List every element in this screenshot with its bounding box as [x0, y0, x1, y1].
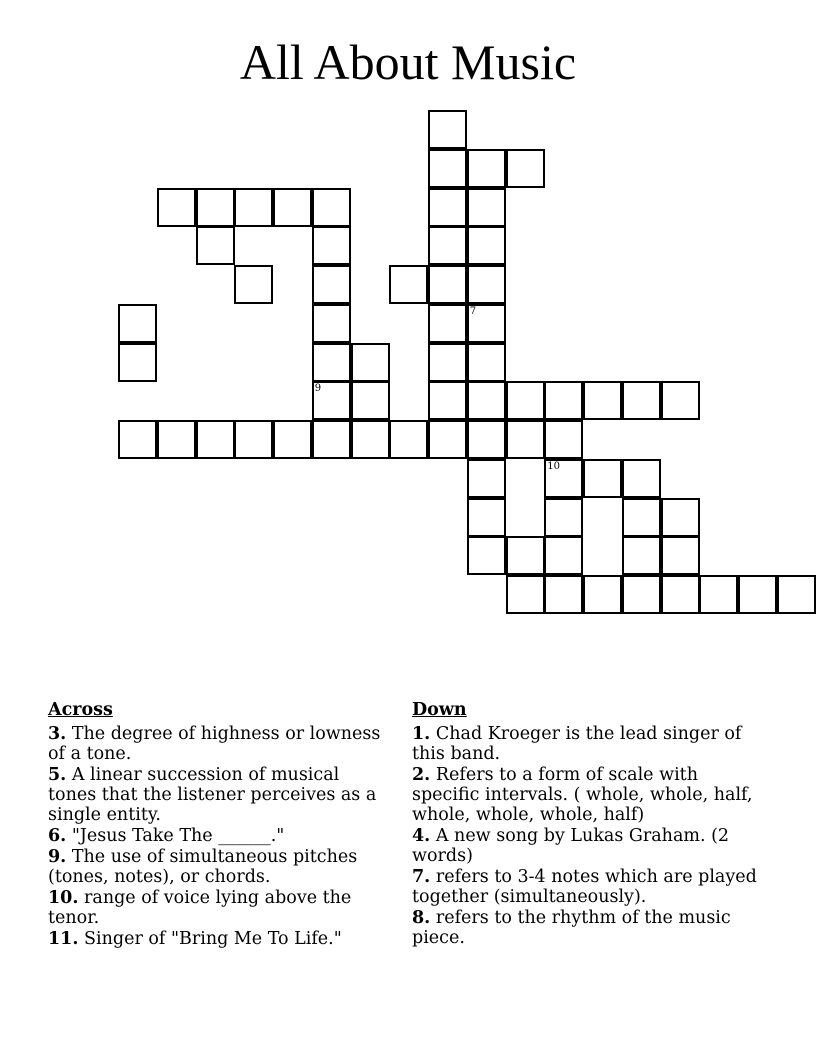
- grid-cell[interactable]: [428, 265, 467, 304]
- grid-cell[interactable]: [506, 381, 545, 420]
- grid-cell[interactable]: [273, 420, 312, 459]
- grid-cell[interactable]: [622, 459, 661, 498]
- across-clue-list: [48, 724, 388, 949]
- cell-number: 7: [469, 305, 477, 317]
- grid-cell[interactable]: [428, 304, 467, 343]
- grid-cell[interactable]: [544, 459, 583, 498]
- grid-cell[interactable]: [428, 188, 467, 227]
- clue-down-8: [412, 908, 762, 948]
- grid-cell[interactable]: [661, 575, 700, 614]
- grid-cell[interactable]: [312, 381, 351, 420]
- clue-number: 3.: [48, 724, 67, 744]
- grid-cell[interactable]: [157, 420, 196, 459]
- grid-cell[interactable]: [157, 188, 196, 227]
- grid-cell[interactable]: [118, 420, 157, 459]
- grid-cell[interactable]: [661, 381, 700, 420]
- clue-number: 8.: [412, 908, 431, 928]
- clue-number: 11.: [48, 929, 79, 949]
- clue-text: refers to 3-4 notes which are played together (simultaneously).: [412, 867, 757, 907]
- grid-cell[interactable]: [583, 459, 622, 498]
- grid-cell[interactable]: [467, 420, 506, 459]
- clue-text: range of voice lying above the tenor.: [48, 888, 352, 928]
- grid-cell[interactable]: [467, 226, 506, 265]
- grid-cell[interactable]: [467, 381, 506, 420]
- grid-cell[interactable]: [234, 188, 273, 227]
- grid-cell[interactable]: [467, 536, 506, 575]
- grid-cell[interactable]: [544, 498, 583, 537]
- grid-cell[interactable]: [428, 226, 467, 265]
- clue-down-1: [412, 724, 762, 764]
- grid-cell[interactable]: [467, 265, 506, 304]
- clue-text: The use of simultaneous pitches (tones, notes), or chords.: [48, 847, 358, 887]
- grid-cell[interactable]: [428, 420, 467, 459]
- grid-cell[interactable]: [777, 575, 816, 614]
- grid-cell[interactable]: [428, 343, 467, 382]
- clue-across-5: [48, 765, 388, 825]
- across-clues: [48, 700, 388, 950]
- down-clue-list: [412, 724, 762, 948]
- clue-number: 10.: [48, 888, 79, 908]
- grid-cell[interactable]: [196, 188, 235, 227]
- clue-down-7: [412, 867, 762, 907]
- clue-text: Singer of "Bring Me To Life.": [84, 929, 342, 949]
- clue-text: Chad Kroeger is the lead singer of this band.: [412, 724, 742, 764]
- clue-number: 1.: [412, 724, 431, 744]
- clue-across-11: [48, 929, 388, 949]
- grid-cell[interactable]: [273, 188, 312, 227]
- grid-cell[interactable]: [544, 536, 583, 575]
- grid-cell[interactable]: [196, 420, 235, 459]
- grid-cell[interactable]: [661, 498, 700, 537]
- clue-number: 9.: [48, 847, 67, 867]
- grid-cell[interactable]: [506, 536, 545, 575]
- across-heading: Across: [48, 700, 113, 720]
- grid-cell[interactable]: [428, 110, 467, 149]
- clue-text: The degree of highness or lowness of a tone.: [48, 724, 381, 764]
- grid-cell[interactable]: [583, 381, 622, 420]
- down-clues: [412, 700, 762, 949]
- grid-cell[interactable]: [351, 343, 390, 382]
- clue-text: A linear succession of musical tones that the listener perceives as a single entity.: [48, 765, 377, 825]
- grid-cell[interactable]: [351, 381, 390, 420]
- puzzle-title: All About Music: [239, 34, 577, 90]
- clue-down-2: [412, 765, 762, 825]
- grid-cell[interactable]: [428, 149, 467, 188]
- clue-text: Refers to a form of scale with specific intervals. ( whole, whole, half, whole, whole, whole, half): [412, 765, 753, 825]
- grid-cell[interactable]: [583, 575, 622, 614]
- grid-cell[interactable]: [312, 188, 351, 227]
- clue-across-10: [48, 888, 388, 928]
- grid-cell[interactable]: [544, 381, 583, 420]
- grid-cell[interactable]: [467, 188, 506, 227]
- grid-cell[interactable]: [467, 149, 506, 188]
- grid-cell[interactable]: [389, 420, 428, 459]
- grid-cell[interactable]: [738, 575, 777, 614]
- grid-cell[interactable]: [467, 498, 506, 537]
- grid-cell[interactable]: [622, 536, 661, 575]
- grid-cell[interactable]: [312, 304, 351, 343]
- grid-cell[interactable]: [234, 420, 273, 459]
- grid-cell[interactable]: [312, 420, 351, 459]
- clue-number: 2.: [412, 765, 431, 785]
- grid-cell[interactable]: [544, 575, 583, 614]
- clue-text: "Jesus Take The ______.": [71, 826, 285, 846]
- clue-number: 4.: [412, 826, 431, 846]
- grid-cell[interactable]: [118, 304, 157, 343]
- grid-cell[interactable]: [622, 381, 661, 420]
- grid-cell[interactable]: [622, 575, 661, 614]
- grid-cell[interactable]: [389, 265, 428, 304]
- cell-number: 10: [547, 460, 560, 472]
- grid-cell[interactable]: [622, 498, 661, 537]
- grid-cell[interactable]: [661, 536, 700, 575]
- cell-number: 9: [314, 383, 322, 395]
- clue-number: 6.: [48, 826, 67, 846]
- grid-cell[interactable]: [544, 420, 583, 459]
- down-heading: Down: [412, 700, 467, 720]
- grid-cell[interactable]: [312, 265, 351, 304]
- grid-cell[interactable]: [506, 149, 545, 188]
- grid-cell[interactable]: [312, 343, 351, 382]
- clue-text: A new song by Lukas Graham. (2 words): [412, 826, 730, 866]
- clue-down-4: [412, 826, 762, 866]
- grid-cell[interactable]: [506, 575, 545, 614]
- grid-cell[interactable]: [467, 304, 506, 343]
- grid-cell[interactable]: [428, 381, 467, 420]
- clue-across-9: [48, 847, 388, 887]
- grid-cell[interactable]: [699, 575, 738, 614]
- grid-cell[interactable]: [351, 420, 390, 459]
- grid-cell[interactable]: [467, 343, 506, 382]
- grid-cell[interactable]: [118, 343, 157, 382]
- grid-cell[interactable]: [196, 226, 235, 265]
- clue-number: 7.: [412, 867, 431, 887]
- grid-cell[interactable]: [234, 265, 273, 304]
- grid-cell[interactable]: [506, 420, 545, 459]
- clue-text: refers to the rhythm of the music piece.: [412, 908, 731, 948]
- clue-across-3: [48, 724, 388, 764]
- grid-cell[interactable]: [467, 459, 506, 498]
- clue-number: 5.: [48, 765, 67, 785]
- clue-across-6: [48, 826, 388, 846]
- grid-cell[interactable]: [312, 226, 351, 265]
